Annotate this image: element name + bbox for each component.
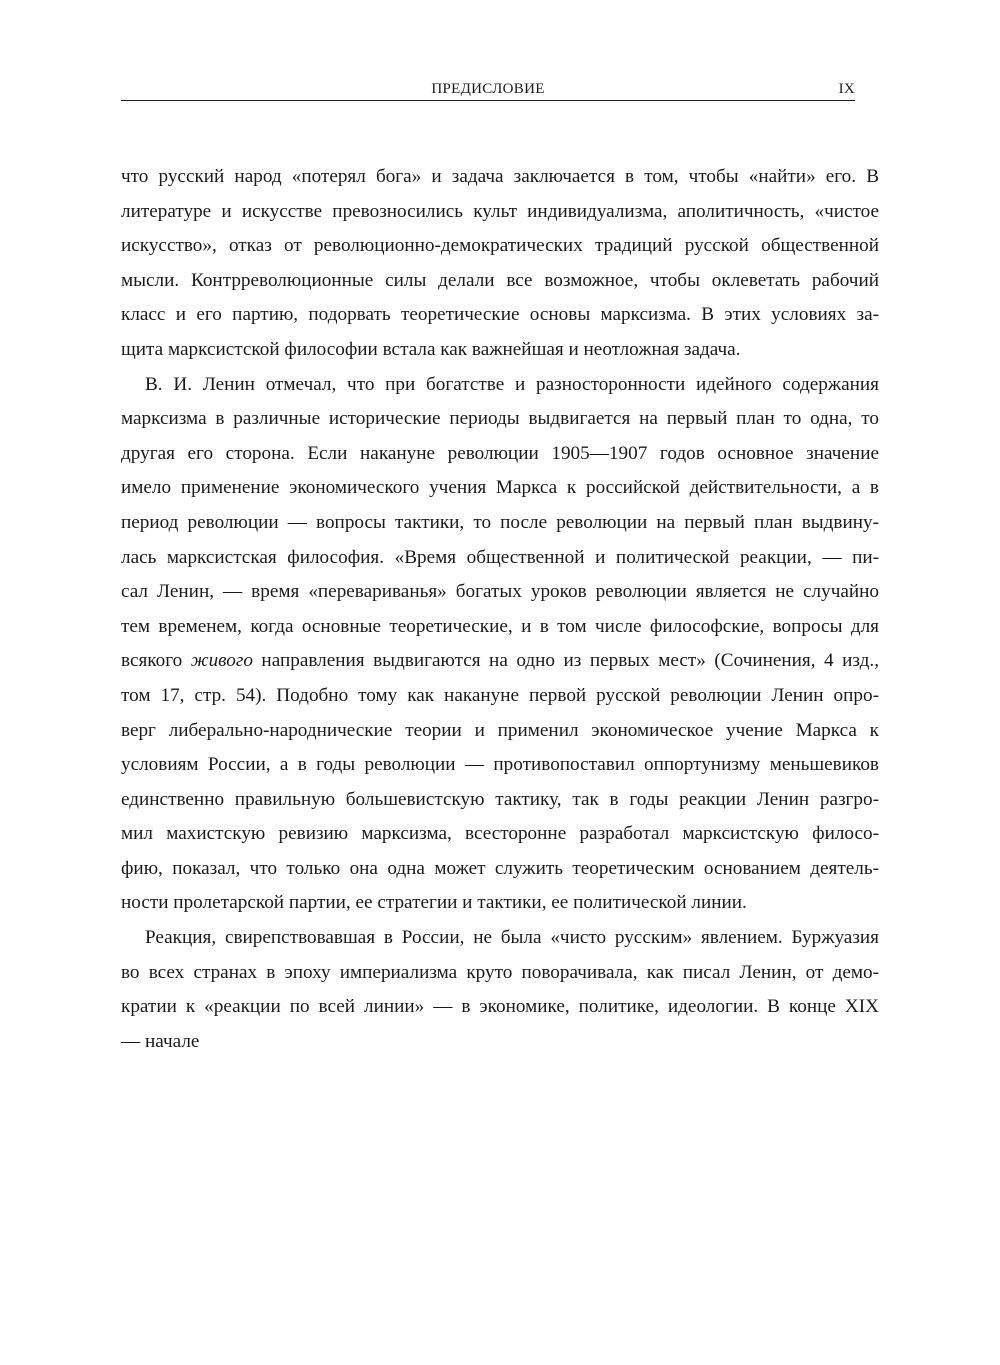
text-line: — начале — [121, 1030, 200, 1052]
text-run: всякого — [121, 650, 191, 672]
paragraph-1 — [121, 160, 879, 368]
text-line: что русский народ «потерял бога» и задача заключается в том, чтобы «найти» его. В — [121, 166, 879, 187]
text-line: имело применение экономического учения Маркса к российской действительности, а в — [121, 477, 879, 499]
text-line: щита марксистской философии встала как важнейшая и неотложная задача. — [121, 338, 741, 360]
body-text — [121, 160, 879, 1059]
text-line: марксизма в различные исторические периоды выдвигается на первый план то одна, то — [121, 408, 879, 430]
text-line: ности пролетарской партии, ее стратегии и тактики, ее политической линии. — [121, 892, 747, 914]
text-line-with-italic — [121, 644, 879, 679]
text-line: верг либерально-народнические теории и применил экономическое учение Маркса к — [121, 719, 879, 741]
paragraph-3 — [121, 921, 879, 1059]
text-line: Реакция, свирепствовавшая в России, не была «чисто русским» явлением. Буржуазия — [145, 927, 879, 949]
text-line: кратии к «реакции по всей линии» — в экономике, политике, идеологии. В конце XIX — [121, 996, 879, 1018]
text-line: В. И. Ленин отмечал, что при богатстве и разносторонности идейного содержания — [145, 373, 879, 395]
text-line: во всех странах в эпоху империализма круто поворачивала, как писал Ленин, от демо- — [121, 961, 879, 983]
text-line: условиям России, а в годы революции — противопоставил оппортунизму меньшевиков — [121, 754, 879, 776]
paragraph-2 — [121, 368, 879, 922]
text-line: литературе и искусстве превозносились культ индивидуализма, аполитичность, «чистое — [121, 200, 879, 222]
text-line: единственно правильную большевистскую тактику, так в годы реакции Ленин разгро- — [121, 788, 879, 810]
text-line: период революции — вопросы тактики, то после революции на первый план выдвину- — [121, 511, 879, 533]
text-line: лась марксистская философия. «Время общественной и политической реакции, — пи- — [121, 546, 879, 568]
text-run: направления выдвигаются на одно из первых мест» (Сочинения, 4 изд., — [252, 650, 879, 672]
text-line: фию, показал, что только она одна может служить теоретическим основанием деятель- — [121, 857, 879, 879]
running-header-title: ПРЕДИСЛОВИЕ — [431, 81, 545, 97]
page-number: IX — [838, 81, 855, 97]
italic-word: живого — [190, 650, 253, 672]
text-line: том 17, стр. 54). Подобно тому как накануне первой русской революции Ленин опро- — [121, 684, 879, 706]
text-line: тем временем, когда основные теоретические, и в том числе философские, вопросы для — [121, 615, 879, 637]
text-line: мысли. Контрреволюционные силы делали все возможное, чтобы оклеветать рабочий — [121, 269, 879, 291]
text-line: искусство», отказ от революционно-демократических традиций русской общественной — [121, 235, 879, 257]
text-line: другая его сторона. Если накануне революции 1905—1907 годов основное значение — [121, 442, 879, 464]
running-header — [121, 80, 855, 101]
text-line: сал Ленин, — время «перевариванья» богатых уроков революции является не случайно — [121, 581, 879, 603]
text-line: класс и его партию, подорвать теоретические основы марксизма. В этих условиях за- — [121, 304, 879, 326]
text-line: мил махистскую ревизию марксизма, всесторонне разработал марксистскую филосо- — [121, 823, 879, 845]
